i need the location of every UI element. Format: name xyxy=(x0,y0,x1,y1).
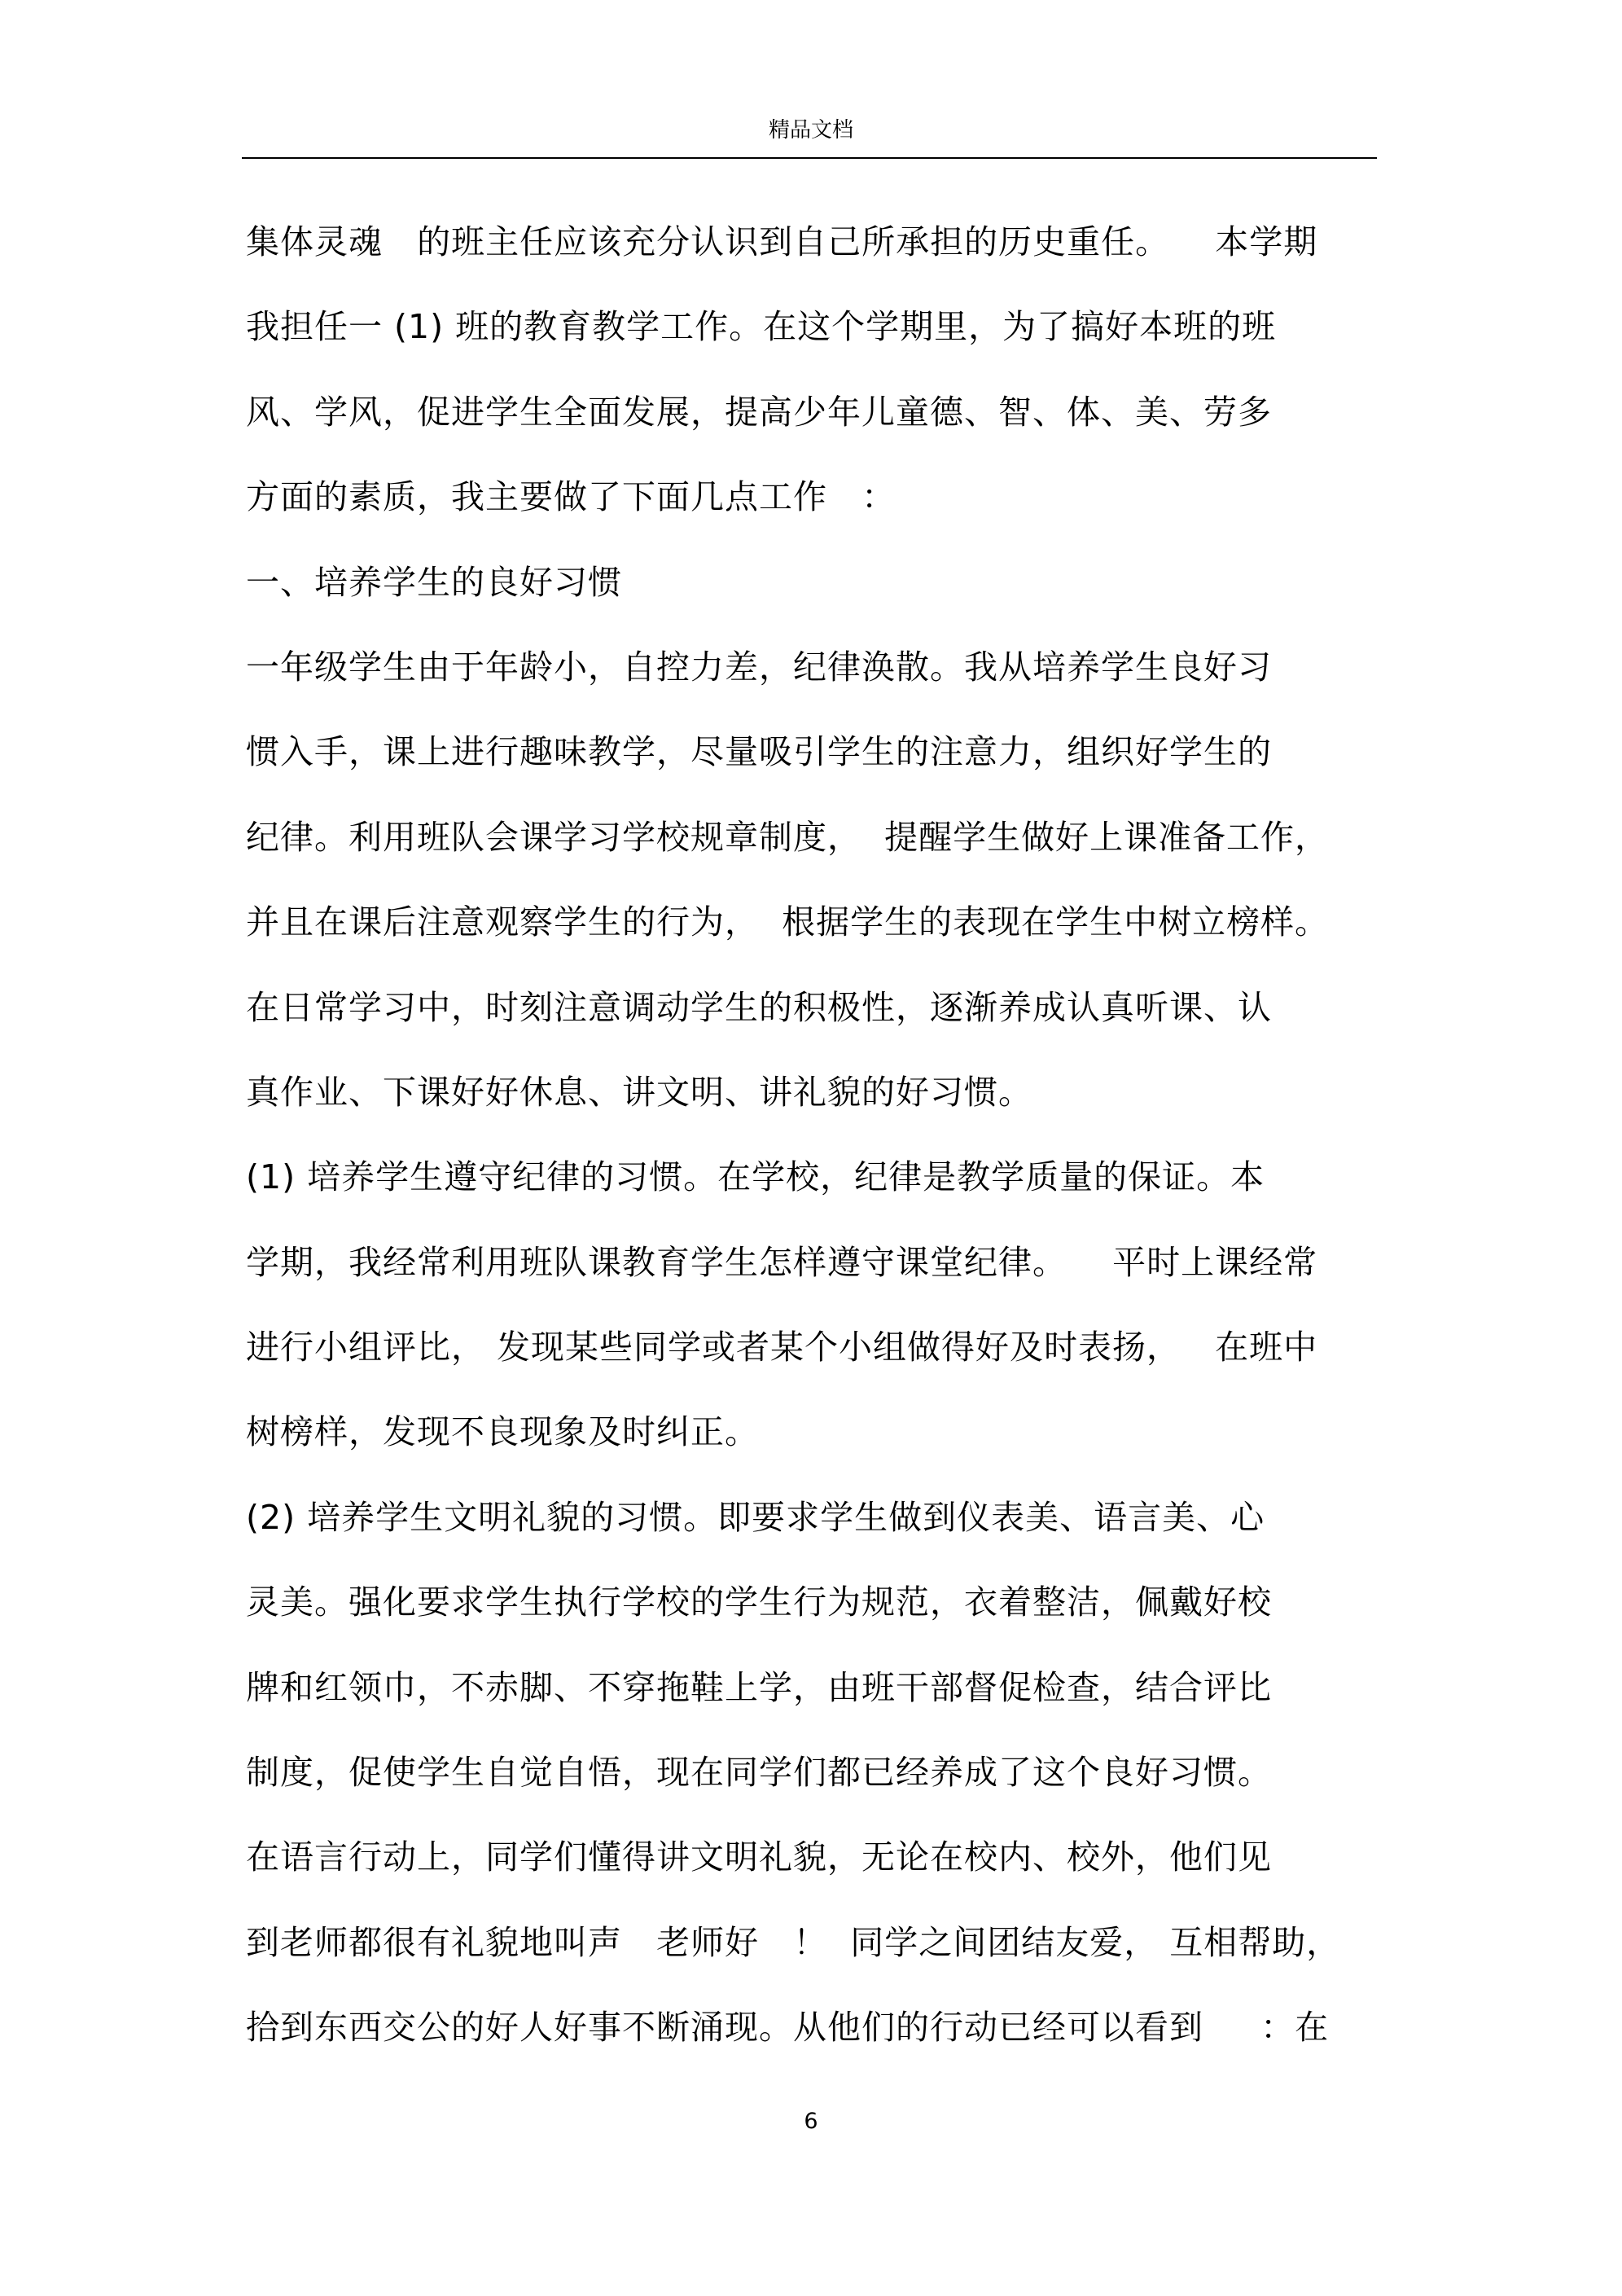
paragraph-line: 方面的素质，我主要做了下面几点工作 ： xyxy=(246,477,896,517)
section-heading: 一、培养学生的良好习惯 xyxy=(246,562,622,602)
body-text xyxy=(246,217,1402,2087)
paragraph-line: 惯入手，课上进行趣味教学，尽量吸引学生的注意力，组织好学生的 xyxy=(246,732,1272,772)
paragraph-line: 制度，促使学生自觉自悟，现在同学们都已经养成了这个良好习惯。 xyxy=(246,1753,1272,1793)
header-divider xyxy=(242,157,1377,159)
paragraph-line: 并且在课后注意观察学生的行为， 根据学生的表现在学生中树立榜样。 xyxy=(246,902,1330,942)
paragraph-line: 集体灵魂 的班主任应该充分认识到自己所承担的历史重任。 本学期 xyxy=(246,222,1318,261)
paragraph-line: 到老师都很有礼貌地叫声 老师好 ！ 同学之间团结友爱， 互相帮助， xyxy=(246,1922,1341,1962)
paragraph-line: 牌和红领巾，不赤脚、不穿拖鞋上学，由班干部督促检查，结合评比 xyxy=(246,1667,1272,1707)
paragraph-line: 真作业、下课好好休息、讲文明、讲礼貌的好习惯。 xyxy=(246,1072,1032,1112)
paragraph-line: (1) 培养学生遵守纪律的习惯。在学校，纪律是教学质量的保证。本 xyxy=(246,1157,1265,1197)
paragraph-line: 学期，我经常利用班队课教育学生怎样遵守课堂纪律。 平时上课经常 xyxy=(246,1242,1318,1282)
paragraph-line: (2) 培养学生文明礼貌的习惯。即要求学生做到仪表美、语言美、心 xyxy=(246,1497,1265,1537)
paragraph-line: 拾到东西交公的好人好事不断涌现。从他们的行动已经可以看到 ：在 xyxy=(246,2008,1330,2048)
paragraph-line: 风、学风，促进学生全面发展，提高少年儿童德、智、体、美、劳多 xyxy=(246,392,1272,432)
paragraph-line: 树榜样，发现不良现象及时纠正。 xyxy=(246,1412,759,1452)
paragraph-line: 进行小组评比， 发现某些同学或者某个小组做得好及时表扬， 在班中 xyxy=(246,1328,1318,1368)
page-number: 6 xyxy=(804,2109,818,2134)
running-header-title: 精品文档 xyxy=(768,118,853,143)
paragraph-line: 在日常学习中，时刻注意调动学生的积极性，逐渐养成认真听课、认 xyxy=(246,987,1272,1027)
paragraph-line: 我担任一 (1) 班的教育教学工作。在这个学期里，为了搞好本班的班 xyxy=(246,307,1277,347)
paragraph-line: 纪律。利用班队会课学习学校规章制度， 提醒学生做好上课准备工作， xyxy=(246,817,1330,857)
paragraph-line: 一年级学生由于年龄小，自控力差，纪律涣散。我从培养学生良好习 xyxy=(246,647,1272,687)
paragraph-line: 灵美。强化要求学生执行学校的学生行为规范，衣着整洁，佩戴好校 xyxy=(246,1583,1272,1622)
paragraph-line: 在语言行动上，同学们懂得讲文明礼貌，无论在校内、校外，他们见 xyxy=(246,1837,1272,1877)
